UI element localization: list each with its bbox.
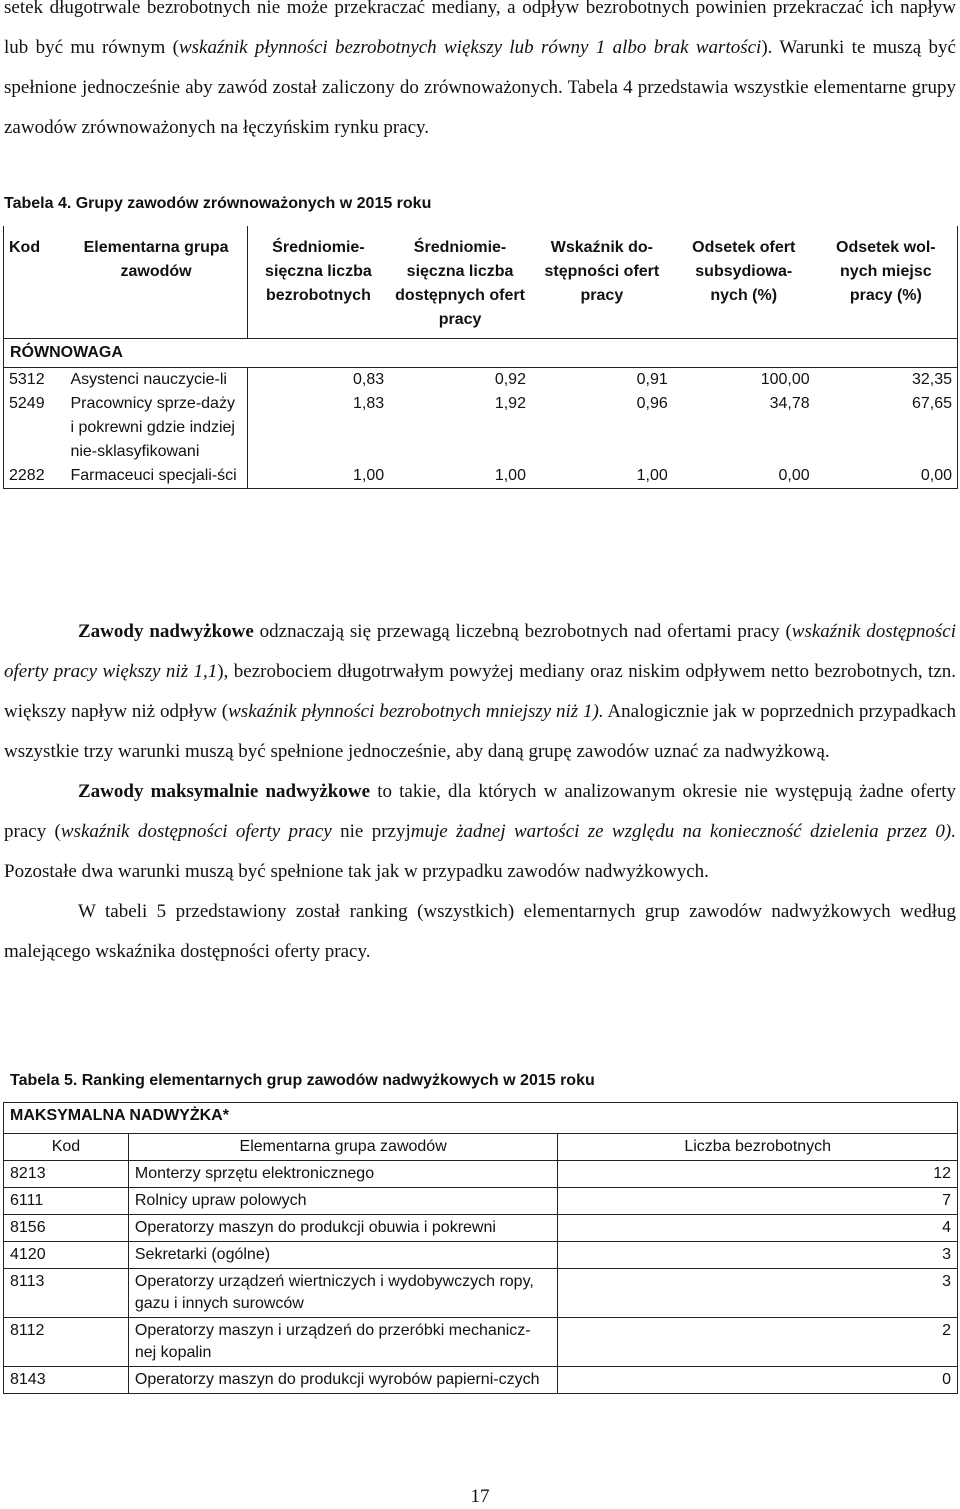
paragraph-3-text-c: Pozostałe dwa warunki muszą być spełnione tak jak w przypadku zawodów nadwyżkowych. xyxy=(4,861,709,882)
cell-liczba: 4 xyxy=(558,1215,958,1242)
cell-liczba: 12 xyxy=(558,1161,958,1188)
table-row xyxy=(4,1161,958,1188)
cell-bezrobotni: 0,83 xyxy=(247,368,389,393)
table-row xyxy=(4,392,958,464)
cell-grupa: Rolnicy upraw polowych xyxy=(128,1188,558,1215)
table-4-header-subs: Odsetek ofert subsydiowa-nych (%) xyxy=(692,239,796,304)
cell-grupa: Monterzy sprzętu elektronicznego xyxy=(128,1161,558,1188)
table-row xyxy=(4,1188,958,1215)
table-row xyxy=(4,1269,958,1318)
table-5 xyxy=(3,1102,958,1394)
cell-kod: 5249 xyxy=(4,392,66,464)
cell-kod: 6111 xyxy=(4,1188,129,1215)
table-4-header-wskaznik: Wskaźnik do-stępności ofert pracy xyxy=(544,239,660,304)
cell-kod: 8113 xyxy=(4,1269,129,1318)
paragraph-3-italic-b: muje żadnej wartości ze względu na konieczność dzielenia przez 0). xyxy=(410,821,956,842)
cell-liczba: 2 xyxy=(558,1318,958,1367)
cell-bezrobotni: 1,83 xyxy=(247,392,389,464)
paragraph-2-text-a: odznaczają się przewagą liczebną bezrobotnych nad ofertami pracy ( xyxy=(253,621,792,642)
table-row xyxy=(4,1318,958,1367)
cell-kod: 8112 xyxy=(4,1318,129,1367)
table-5-header-liczba: Liczba bezrobotnych xyxy=(558,1134,958,1161)
cell-kod: 2282 xyxy=(4,464,66,489)
cell-wskaznik: 1,00 xyxy=(531,464,673,489)
page-number: 17 xyxy=(470,1486,490,1507)
table-4-header-oferty: Średniomie-sięczna liczba dostępnych ofert pracy xyxy=(395,239,525,328)
paragraph-1-text-b: ). Warunki te muszą być spełnione jednocześnie aby zawód został zaliczony do zrównoważonych. Tabela 4 przedstawia wszystkie elementarne grupy zawodów zrównoważonych na łęczyńskim rynku pracy. xyxy=(4,37,956,138)
cell-oferty: 1,92 xyxy=(494,395,526,412)
cell-liczba: 7 xyxy=(558,1188,958,1215)
cell-liczba: 3 xyxy=(558,1269,958,1318)
cell-grupa: Asystenci nauczycie-li xyxy=(70,371,227,388)
table-4-caption: Tabela 4. Grupy zawodów zrównoważonych w 2015 roku xyxy=(4,195,432,212)
cell-wolne: 67,65 xyxy=(815,392,958,464)
paragraph-3-italic-a: wskaźnik dostępności oferty pracy xyxy=(60,821,332,842)
table-5-caption: Tabela 5. Ranking elementarnych grup zawodów nadwyżkowych w 2015 roku xyxy=(10,1072,595,1089)
cell-grupa: Farmaceuci specjali-ści xyxy=(65,464,247,489)
table-row xyxy=(4,1367,958,1394)
cell-kod: 5312 xyxy=(4,368,66,393)
table-row xyxy=(4,464,958,489)
paragraph-2-italic-a: wskaźnik dostępności oferty pracy większy niż 1,1 xyxy=(4,621,956,682)
paragraph-2-text-b: ), bezrobociem długotrwałym powyżej mediany oraz niskim odpływem netto bezrobotnych, tzn. większy napływ niż odpływ ( xyxy=(4,661,956,722)
paragraph-3 xyxy=(4,772,956,892)
paragraph-3-text-a: to takie, dla których w analizowanym okresie nie występują żadne oferty pracy ( xyxy=(4,781,956,842)
cell-oferty: 1,00 xyxy=(389,464,531,489)
paragraph-2-text-c: Analogicznie jak w poprzednich przypadkach wszystkie trzy warunki muszą być spełnione jednocześnie, aby daną grupę zawodów uznać za nadwyżkową. xyxy=(4,701,956,762)
term-nadwyzkowe: Zawody nadwyżkowe xyxy=(78,621,254,642)
cell-bezrobotni: 1,00 xyxy=(247,464,389,489)
paragraph-1 xyxy=(4,0,956,148)
cell-wolne: 32,35 xyxy=(815,368,958,393)
table-4-header-wolne: Odsetek wol-nych miejsc pracy (%) xyxy=(815,226,958,339)
cell-subs: 34,78 xyxy=(769,395,810,412)
cell-kod: 8156 xyxy=(4,1215,129,1242)
paragraph-2-italic-b: wskaźnik płynności bezrobotnych mniejszy niż 1). xyxy=(228,701,604,722)
paragraph-3-text-b: nie przyj xyxy=(331,821,411,842)
cell-subs: 100,00 xyxy=(760,371,810,388)
table-row xyxy=(4,1242,958,1269)
cell-kod: 8213 xyxy=(4,1161,129,1188)
table-4 xyxy=(3,226,958,489)
cell-grupa: Operatorzy maszyn do produkcji wyrobów papierni-czych xyxy=(128,1367,558,1394)
table-4-header-kod: Kod xyxy=(4,226,66,339)
cell-wskaznik: 0,96 xyxy=(636,395,668,412)
cell-grupa: Pracownicy sprze-daży i pokrewni gdzie indziej nie-sklasyfikowani xyxy=(70,395,235,460)
cell-grupa: Operatorzy urządzeń wiertniczych i wydobywczych ropy, gazu i innych surowców xyxy=(128,1269,558,1318)
cell-liczba: 3 xyxy=(558,1242,958,1269)
cell-grupa: Operatorzy maszyn i urządzeń do przeróbki mechanicz-nej kopalin xyxy=(128,1318,558,1367)
cell-grupa: Sekretarki (ogólne) xyxy=(128,1242,558,1269)
cell-wolne: 0,00 xyxy=(815,464,958,489)
table-row xyxy=(4,368,958,393)
table-4-header-grupa: Elementarna grupa zawodów xyxy=(83,239,229,280)
cell-liczba: 0 xyxy=(558,1367,958,1394)
table-row xyxy=(4,1215,958,1242)
paragraph-1-text-a: setek długotrwale bezrobotnych nie może przekraczać mediany, a odpływ bezrobotnych powinien przekraczać ich napływ lub być mu równym ( xyxy=(4,0,956,58)
body-text xyxy=(4,612,956,972)
cell-wskaznik: 0,91 xyxy=(636,371,668,388)
table-5-header-kod: Kod xyxy=(4,1134,129,1161)
table-4-header-bezrobotni: Średniomie-sięczna liczba bezrobotnych xyxy=(247,226,389,339)
cell-kod: 8143 xyxy=(4,1367,129,1394)
paragraph-1-italic: wskaźnik płynności bezrobotnych większy lub równy 1 albo brak wartości xyxy=(178,37,762,58)
term-maksymalnie-nadwyzkowe: Zawody maksymalnie nadwyżkowe xyxy=(78,781,371,802)
cell-grupa: Operatorzy maszyn do produkcji obuwia i pokrewni xyxy=(128,1215,558,1242)
cell-oferty: 0,92 xyxy=(494,371,526,388)
table-5-header-grupa: Elementarna grupa zawodów xyxy=(128,1134,558,1161)
table-5-group-label: MAKSYMALNA NADWYŻKA* xyxy=(4,1103,958,1134)
paragraph-2 xyxy=(4,612,956,772)
table-4-group-label: RÓWNOWAGA xyxy=(4,339,958,368)
cell-subs: 0,00 xyxy=(673,464,815,489)
paragraph-4: W tabeli 5 przedstawiony został ranking (wszystkich) elementarnych grup zawodów nadwyżkowych według malejącego wskaźnika dostępności oferty pracy. xyxy=(4,901,956,962)
cell-kod: 4120 xyxy=(4,1242,129,1269)
